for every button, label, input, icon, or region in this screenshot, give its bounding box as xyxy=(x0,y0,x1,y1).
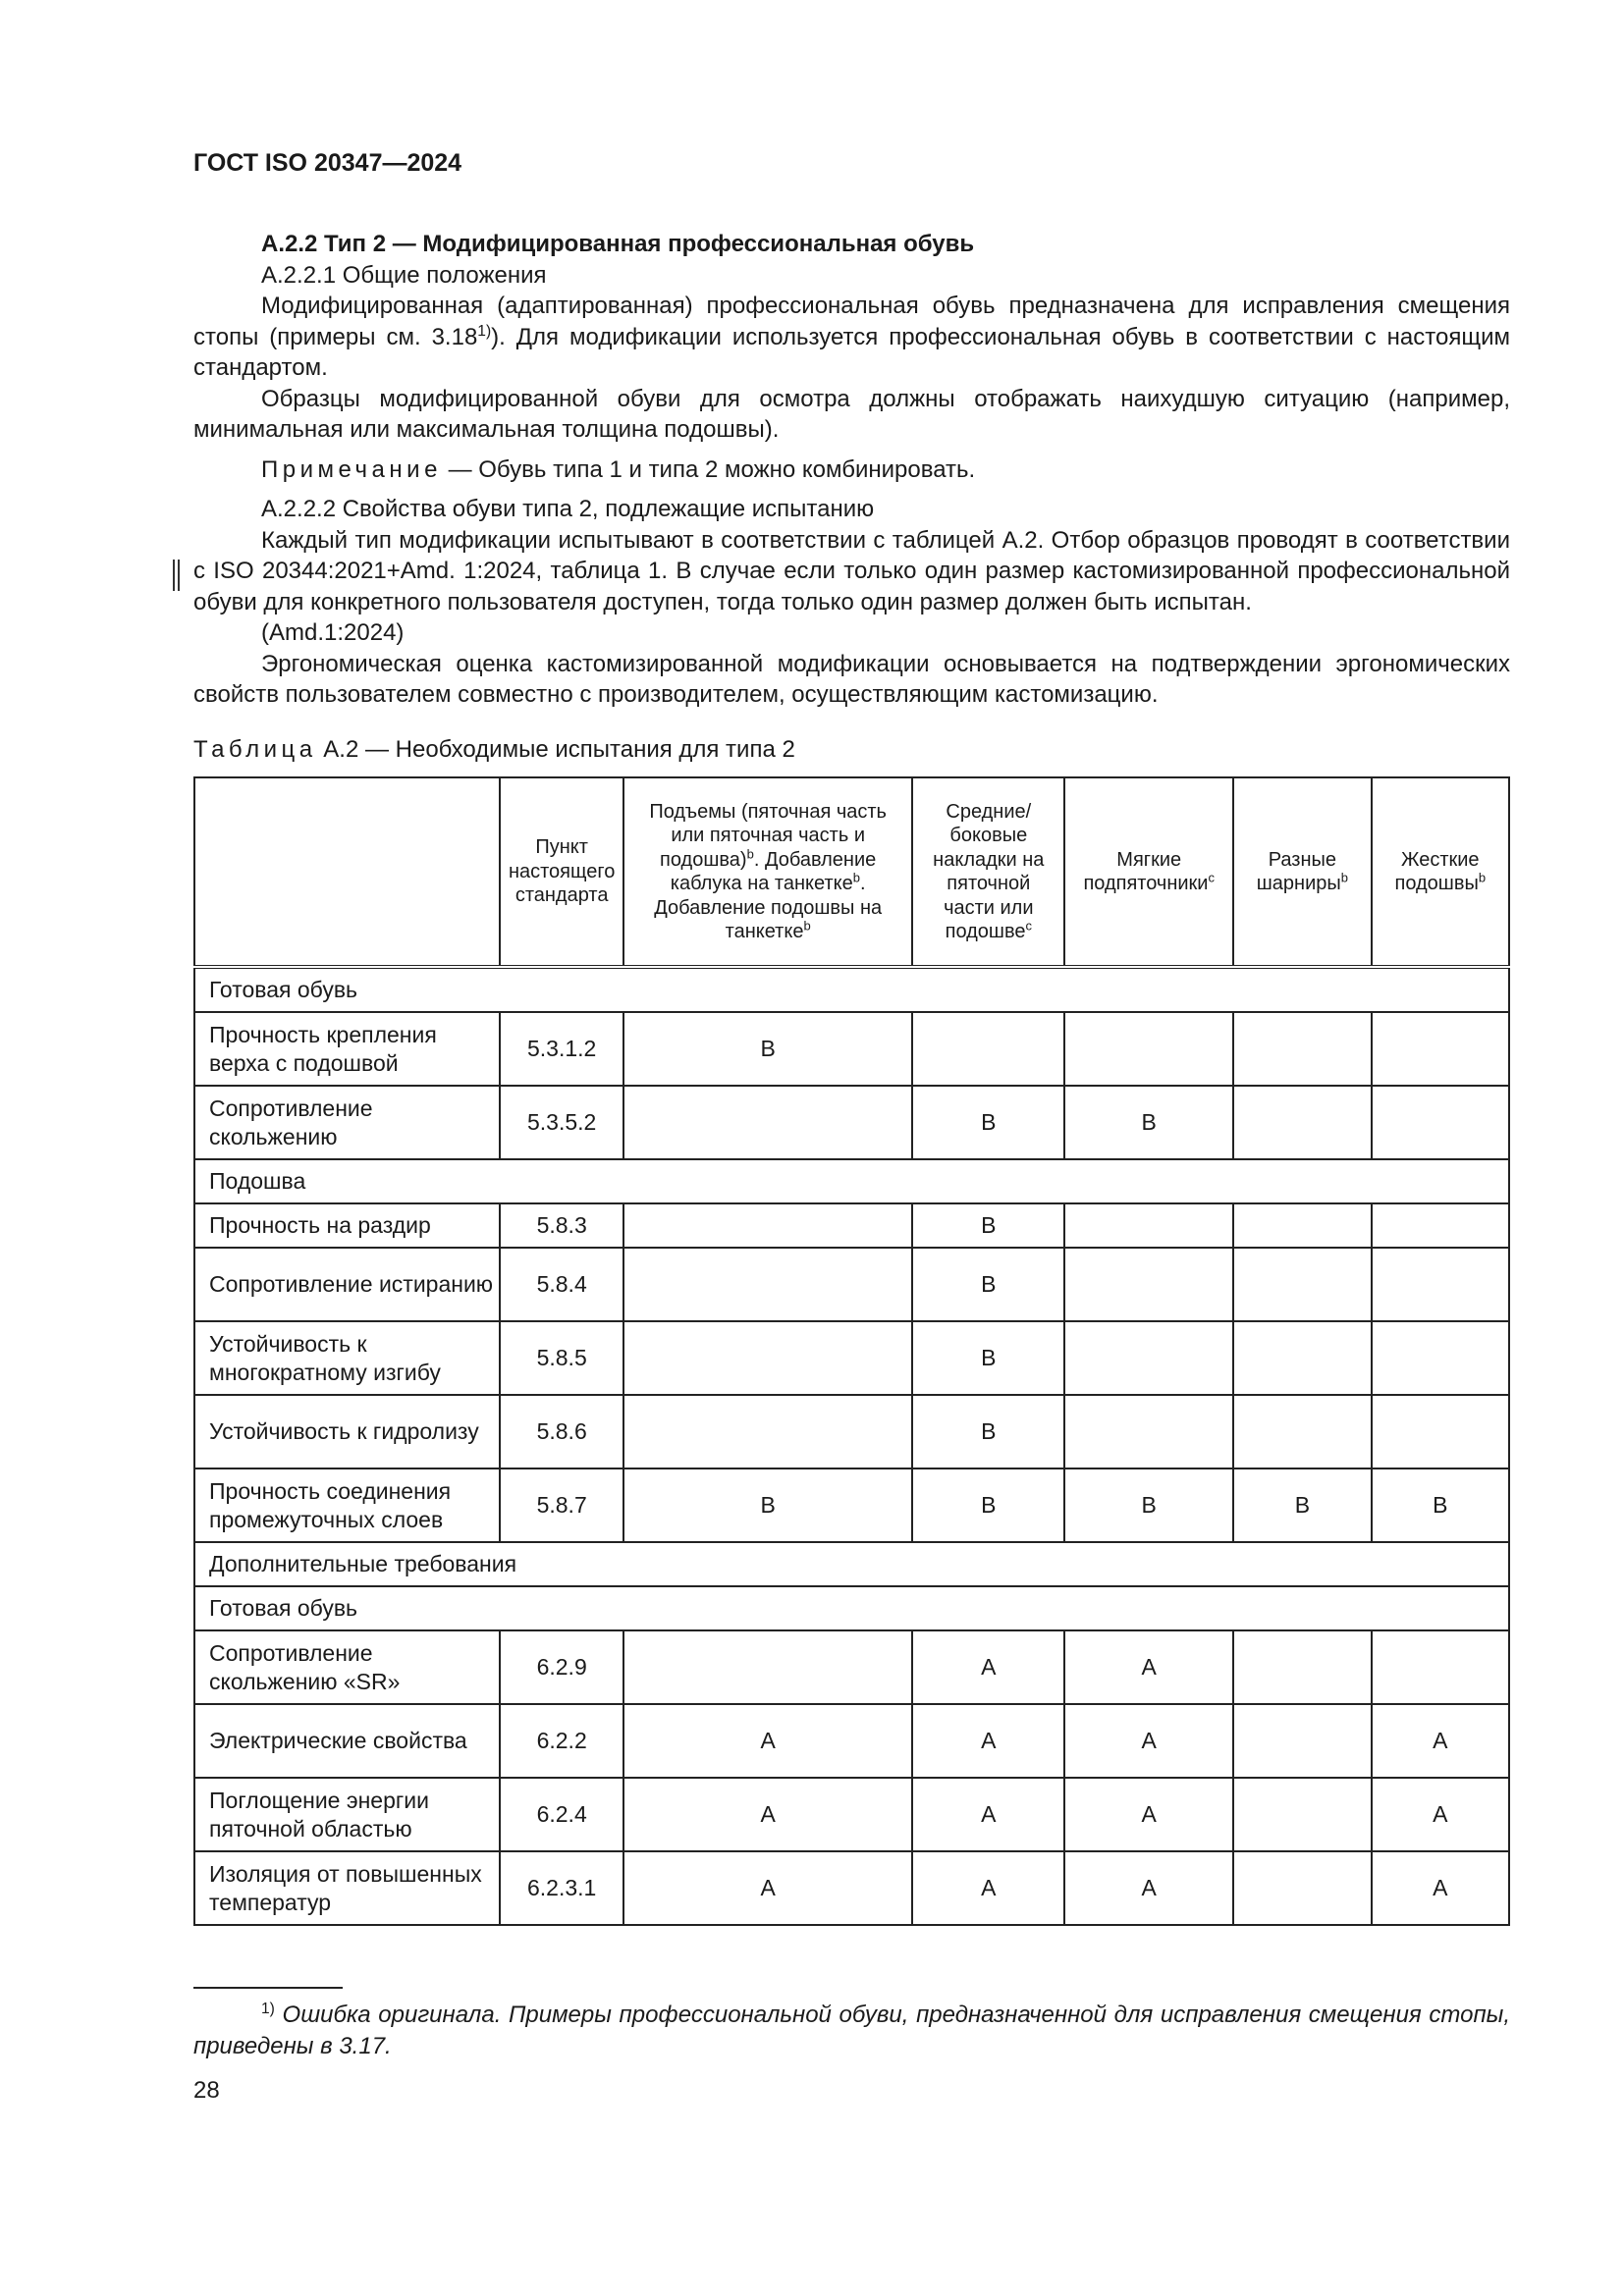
table-label: Таблица xyxy=(193,736,317,763)
change-bar xyxy=(173,560,180,591)
row-name: Поглощение энергии пяточной областью xyxy=(194,1778,500,1851)
paragraph-testing: Каждый тип модификации испытывают в соответствии с таблицей А.2. Отбор образцов проводят в соответствии с ISO 20344:2021+Amd. 1:2024, таблица 1. В случае если только один размер кастомизированной профессиональной обуви для конкретного пользователя доступен, тогда только один размер должен быть испытан. xyxy=(193,526,1510,615)
table-row xyxy=(194,1012,1509,1086)
header-hinges-text: Разные шарниры xyxy=(1256,848,1341,894)
subsection-title-properties: А.2.2.2 Свойства обуви типа 2, подлежащие испытанию xyxy=(261,496,875,522)
section-row xyxy=(194,1159,1509,1203)
cell-soft-heels xyxy=(1064,1012,1233,1086)
cell-pads: B xyxy=(912,1468,1064,1542)
footnote-text: Ошибка оригинала. Примеры профессиональной обуви, предназначенной для исправления смещения стопы, приведены в 3.17. xyxy=(193,2002,1510,2059)
note-label: Примечание xyxy=(261,455,442,483)
cell-soft-heels: A xyxy=(1064,1630,1233,1704)
row-clause: 5.3.5.2 xyxy=(500,1086,623,1159)
header-rigid-soles-text: Жесткие подошвы xyxy=(1394,848,1480,894)
table-row xyxy=(194,1321,1509,1395)
header-pads xyxy=(912,777,1064,967)
cell-hinges: B xyxy=(1233,1468,1371,1542)
table-row xyxy=(194,1468,1509,1542)
cell-rigid-soles xyxy=(1372,1395,1509,1468)
cell-pads: B xyxy=(912,1203,1064,1248)
row-clause: 6.2.4 xyxy=(500,1778,623,1851)
cell-soft-heels xyxy=(1064,1321,1233,1395)
cell-hinges xyxy=(1233,1704,1371,1778)
row-clause: 5.3.1.2 xyxy=(500,1012,623,1086)
row-name: Прочность на раздир xyxy=(194,1203,500,1248)
cell-hinges xyxy=(1233,1012,1371,1086)
header-pads-sup: c xyxy=(1025,918,1032,934)
cell-rigid-soles: A xyxy=(1372,1778,1509,1851)
section-row xyxy=(194,967,1509,1012)
section-title: А.2.2 Тип 2 — Модифицированная профессиональная обувь xyxy=(261,231,975,257)
footnote-separator xyxy=(193,1987,343,1989)
table-row xyxy=(194,1203,1509,1248)
row-name: Устойчивость к многократному изгибу xyxy=(194,1321,500,1395)
row-name: Устойчивость к гидролизу xyxy=(194,1395,500,1468)
cell-rigid-soles xyxy=(1372,1086,1509,1159)
cell-rigid-soles xyxy=(1372,1012,1509,1086)
cell-soft-heels: A xyxy=(1064,1851,1233,1925)
row-clause: 5.8.7 xyxy=(500,1468,623,1542)
body-text xyxy=(193,229,1510,711)
row-clause: 6.2.2 xyxy=(500,1704,623,1778)
section-additional-requirements: Дополнительные требования xyxy=(194,1542,1509,1586)
row-clause: 5.8.4 xyxy=(500,1248,623,1321)
cell-rigid-soles: A xyxy=(1372,1704,1509,1778)
table-header-row xyxy=(194,777,1509,967)
cell-pads: A xyxy=(912,1851,1064,1925)
cell-rigid-soles: B xyxy=(1372,1468,1509,1542)
cell-hinges xyxy=(1233,1321,1371,1395)
cell-pads: B xyxy=(912,1395,1064,1468)
header-lifts-sup2: b xyxy=(852,870,860,885)
header-hinges xyxy=(1233,777,1371,967)
row-clause: 6.2.3.1 xyxy=(500,1851,623,1925)
header-rigid-soles xyxy=(1372,777,1509,967)
cell-pads: A xyxy=(912,1630,1064,1704)
row-clause: 5.8.5 xyxy=(500,1321,623,1395)
cell-lifts: A xyxy=(623,1851,912,1925)
note-text: — Обувь типа 1 и типа 2 можно комбинировать. xyxy=(441,455,976,483)
header-soft-heels-text: Мягкие подпяточники xyxy=(1083,848,1209,894)
cell-rigid-soles: A xyxy=(1372,1851,1509,1925)
amendment-note: (Amd.1:2024) xyxy=(261,619,405,646)
cell-soft-heels: B xyxy=(1064,1468,1233,1542)
row-clause: 6.2.9 xyxy=(500,1630,623,1704)
cell-lifts: A xyxy=(623,1704,912,1778)
cell-lifts xyxy=(623,1248,912,1321)
cell-lifts: A xyxy=(623,1778,912,1851)
section-finished-footwear-additional: Готовая обувь xyxy=(194,1586,1509,1630)
cell-soft-heels xyxy=(1064,1395,1233,1468)
section-sole: Подошва xyxy=(194,1159,1509,1203)
row-name: Прочность крепления верха с подошвой xyxy=(194,1012,500,1086)
header-clause-text: Пункт настоящего стандарта xyxy=(508,836,616,907)
row-name: Электрические свойства xyxy=(194,1704,500,1778)
paragraph-modified-footwear xyxy=(193,291,1510,384)
cell-lifts xyxy=(623,1630,912,1704)
table-row xyxy=(194,1248,1509,1321)
header-lifts-sup1: b xyxy=(746,845,754,861)
cell-hinges xyxy=(1233,1248,1371,1321)
cell-hinges xyxy=(1233,1851,1371,1925)
cell-hinges xyxy=(1233,1203,1371,1248)
table-row xyxy=(194,1851,1509,1925)
cell-pads: A xyxy=(912,1704,1064,1778)
footnote xyxy=(193,2000,1510,2061)
cell-lifts: B xyxy=(623,1468,912,1542)
requirements-table xyxy=(193,776,1510,1926)
cell-hinges xyxy=(1233,1086,1371,1159)
header-lifts-text3: . Добавление подошвы на танкетке xyxy=(654,873,883,942)
table-row xyxy=(194,1778,1509,1851)
cell-pads xyxy=(912,1012,1064,1086)
row-clause: 5.8.6 xyxy=(500,1395,623,1468)
subsection-title-general: А.2.2.1 Общие положения xyxy=(261,261,547,289)
table-row xyxy=(194,1630,1509,1704)
cell-rigid-soles xyxy=(1372,1630,1509,1704)
cell-rigid-soles xyxy=(1372,1248,1509,1321)
table-caption xyxy=(193,734,1510,766)
row-name: Сопротивление истиранию xyxy=(194,1248,500,1321)
header-hinges-sup: b xyxy=(1340,870,1348,885)
header-rigid-soles-sup: b xyxy=(1478,870,1487,885)
cell-pads: B xyxy=(912,1321,1064,1395)
cell-soft-heels: A xyxy=(1064,1704,1233,1778)
row-name: Сопротивление скольжению «SR» xyxy=(194,1630,500,1704)
header-clause xyxy=(500,777,623,967)
cell-rigid-soles xyxy=(1372,1321,1509,1395)
cell-lifts xyxy=(623,1395,912,1468)
cell-soft-heels: A xyxy=(1064,1778,1233,1851)
cell-soft-heels xyxy=(1064,1203,1233,1248)
row-name: Прочность соединения промежуточных слоев xyxy=(194,1468,500,1542)
header-lifts-sup3: b xyxy=(803,918,811,934)
header-soft-heels xyxy=(1064,777,1233,967)
table-row xyxy=(194,1395,1509,1468)
footnote-mark: 1) xyxy=(261,2001,275,2017)
paragraph-samples: Образцы модифицированной обуви для осмотра должны отображать наихудшую ситуацию (например, минимальная или максимальная толщина подошвы). xyxy=(193,385,1510,443)
cell-soft-heels: B xyxy=(1064,1086,1233,1159)
section-finished-footwear: Готовая обувь xyxy=(194,967,1509,1012)
paragraph-1a: Модифицированная (адаптированная) профессиональная обувь предназначена для исправления смещения стопы (примеры см. 3.18 xyxy=(193,293,1510,350)
cell-hinges xyxy=(1233,1778,1371,1851)
paragraph-1b: ). Для модификации используется профессиональная обувь в соответствии с настоящим стандартом. xyxy=(193,323,1510,381)
cell-lifts xyxy=(623,1321,912,1395)
cell-rigid-soles xyxy=(1372,1203,1509,1248)
table-title: А.2 — Необходимые испытания для типа 2 xyxy=(316,736,795,763)
page-number: 28 xyxy=(193,2077,220,2104)
table-row xyxy=(194,1086,1509,1159)
cell-soft-heels xyxy=(1064,1248,1233,1321)
header-blank xyxy=(194,777,500,967)
cell-hinges xyxy=(1233,1630,1371,1704)
table-row xyxy=(194,1704,1509,1778)
section-row xyxy=(194,1586,1509,1630)
cell-pads: A xyxy=(912,1778,1064,1851)
cell-hinges xyxy=(1233,1395,1371,1468)
paragraph-ergonomic: Эргономическая оценка кастомизированной модификации основывается на подтверждении эргономических свойств пользователем совместно с производителем, осуществляющим кастомизацию. xyxy=(193,650,1510,708)
footnote-ref: 1) xyxy=(477,322,492,340)
row-name: Изоляция от повышенных температур xyxy=(194,1851,500,1925)
cell-pads: B xyxy=(912,1248,1064,1321)
document-header: ГОСТ ISO 20347—2024 xyxy=(193,149,462,177)
header-soft-heels-sup: c xyxy=(1208,870,1215,885)
cell-lifts xyxy=(623,1203,912,1248)
header-lifts-text2: . Добавление каблука на танкетке xyxy=(670,848,877,894)
row-clause: 5.8.3 xyxy=(500,1203,623,1248)
cell-lifts xyxy=(623,1086,912,1159)
header-pads-text: Средние/ боковые накладки на пяточной части или подошве xyxy=(933,800,1045,942)
header-lifts xyxy=(623,777,912,967)
section-row xyxy=(194,1542,1509,1586)
row-name: Сопротивление скольжению xyxy=(194,1086,500,1159)
cell-lifts: B xyxy=(623,1012,912,1086)
note xyxy=(193,454,1510,486)
cell-pads: B xyxy=(912,1086,1064,1159)
header-lifts-text1: Подъемы (пяточная часть или пяточная часть и подошва) xyxy=(649,800,887,871)
